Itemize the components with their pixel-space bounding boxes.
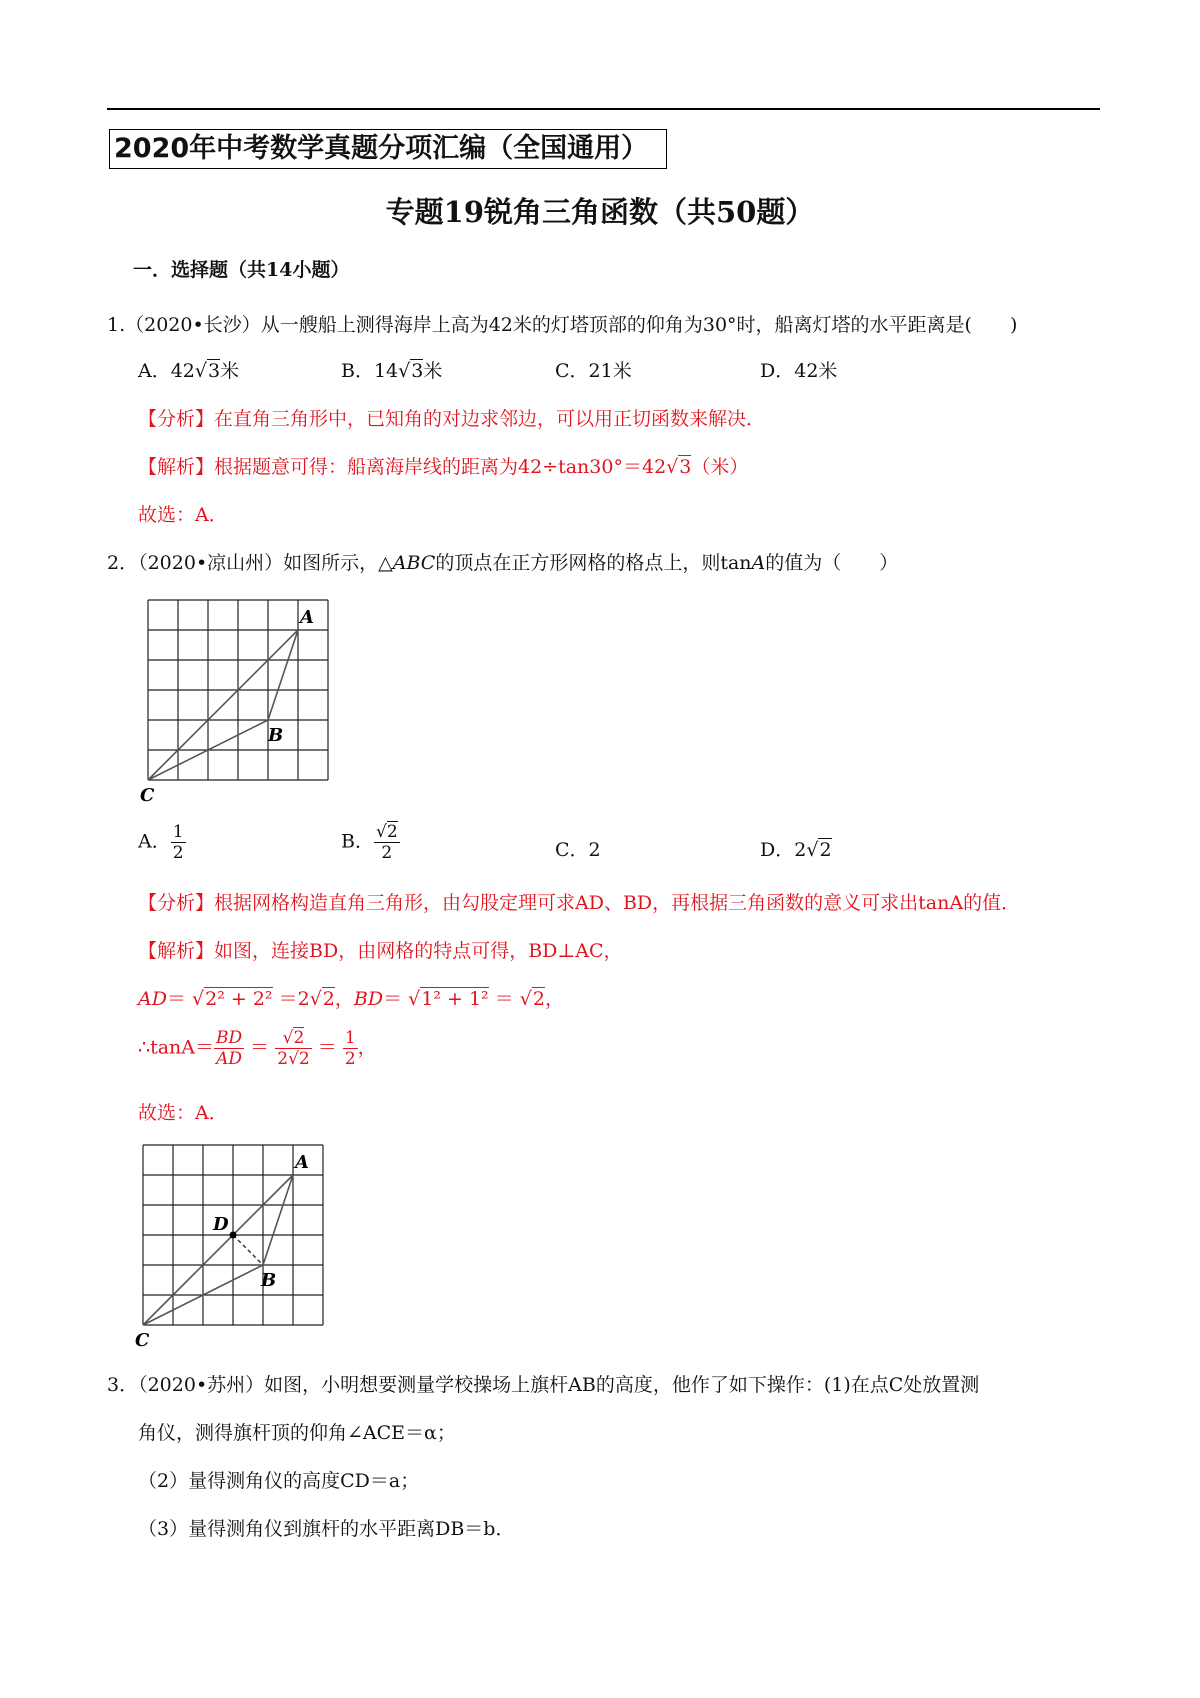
q3-step3: （3）量得测角仪到旗杆的水平距离DB＝b．: [138, 1518, 515, 1540]
q2-option-d: D．2√2: [760, 839, 832, 861]
q3-stem-line1: 3．（2020•苏州）如图，小明想要测量学校操场上旗杆AB的高度，他作了如下操作：(1)在点C处放置测: [107, 1374, 980, 1396]
q2-option-b: B． $\frac{√2}{2}$: [341, 822, 398, 863]
q1-analysis: 【分析】在直角三角形中，已知角的对边求邻边，可以用正切函数来解决．: [138, 408, 766, 430]
sqrt-sign: √3: [666, 456, 692, 478]
q2-solution-line1: 【解析】如图，连接BD，由网格的特点可得，BD⊥AC，: [138, 940, 623, 962]
q3-stem-line2: 角仪，测得旗杆顶的仰角∠ACE＝α；: [138, 1422, 456, 1444]
label-b: B: [261, 1270, 277, 1291]
triangle-abc: [148, 630, 298, 780]
q2-answer: 故选：A．: [138, 1102, 228, 1124]
label-a: A: [300, 607, 314, 628]
q2-analysis: 【分析】根据网格构造直角三角形，由勾股定理可求AD、BD，再根据三角函数的意义可求出tanA的值．: [138, 892, 1021, 914]
q2-solution-line3: ∴tanA＝ $\frac{BD}{AD}$ ＝ $\frac{√2}{2√2}$ ＝ $\frac{1}{2}$ ，: [138, 1028, 377, 1069]
q3-step2: （2）量得测角仪的高度CD＝a；: [138, 1470, 420, 1492]
sqrt-sign: √2: [806, 839, 832, 861]
label-c: C: [135, 1330, 150, 1350]
main-title: 专题19锐角三角函数（共50题）: [385, 195, 815, 229]
q1-option-a: A．42√3米: [138, 360, 240, 382]
label-a: A: [295, 1152, 309, 1173]
section-title: 一．选择题（共14小题）: [133, 259, 350, 281]
q1-stem: 1.（2020•长沙）从一艘船上测得海岸上高为42米的灯塔顶部的仰角为30°时，船离灯塔的水平距离是( ): [107, 314, 1018, 336]
q2-solution-line2: AD＝ √2² + 2² ＝2√2，BD＝ √1² + 1² ＝ √2，: [138, 988, 564, 1010]
label-b: B: [268, 725, 284, 746]
q1-answer: 故选：A．: [138, 504, 228, 526]
q1-option-c: C．21米: [555, 360, 632, 382]
point-d: [230, 1232, 237, 1239]
q2-solution-figure: [133, 1140, 333, 1350]
sqrt-sign: √3: [194, 360, 221, 382]
q2-stem: 2．（2020•凉山州）如图所示，△ABC的顶点在正方形网格的格点上，则tanA的值为（ ）: [107, 552, 899, 574]
q1-solution: 【解析】根据题意可得：船离海岸线的距离为42÷tan30°＝42√3（米）: [138, 456, 749, 478]
fraction: $\frac{√2}{2}$: [375, 822, 398, 863]
q2-option-a: A． $\frac{1}{2}$: [138, 822, 184, 863]
q1-option-d: D．42米: [760, 360, 838, 382]
label-d: D: [213, 1214, 229, 1235]
q2-grid-figure: [138, 595, 338, 805]
label-c: C: [140, 785, 155, 805]
triangle-abc: [143, 1175, 293, 1325]
collection-title-box: [109, 129, 667, 169]
q1-option-b: B．14√3米: [341, 360, 443, 382]
segment-bd: [233, 1235, 263, 1265]
sqrt-sign: √3: [398, 360, 424, 382]
top-rule: [107, 108, 1100, 110]
collection-title: 2020年中考数学真题分项汇编（全国通用）: [114, 133, 649, 164]
q2-option-c: C．2: [555, 839, 601, 861]
fraction: $\frac{1}{2}$: [172, 822, 184, 863]
